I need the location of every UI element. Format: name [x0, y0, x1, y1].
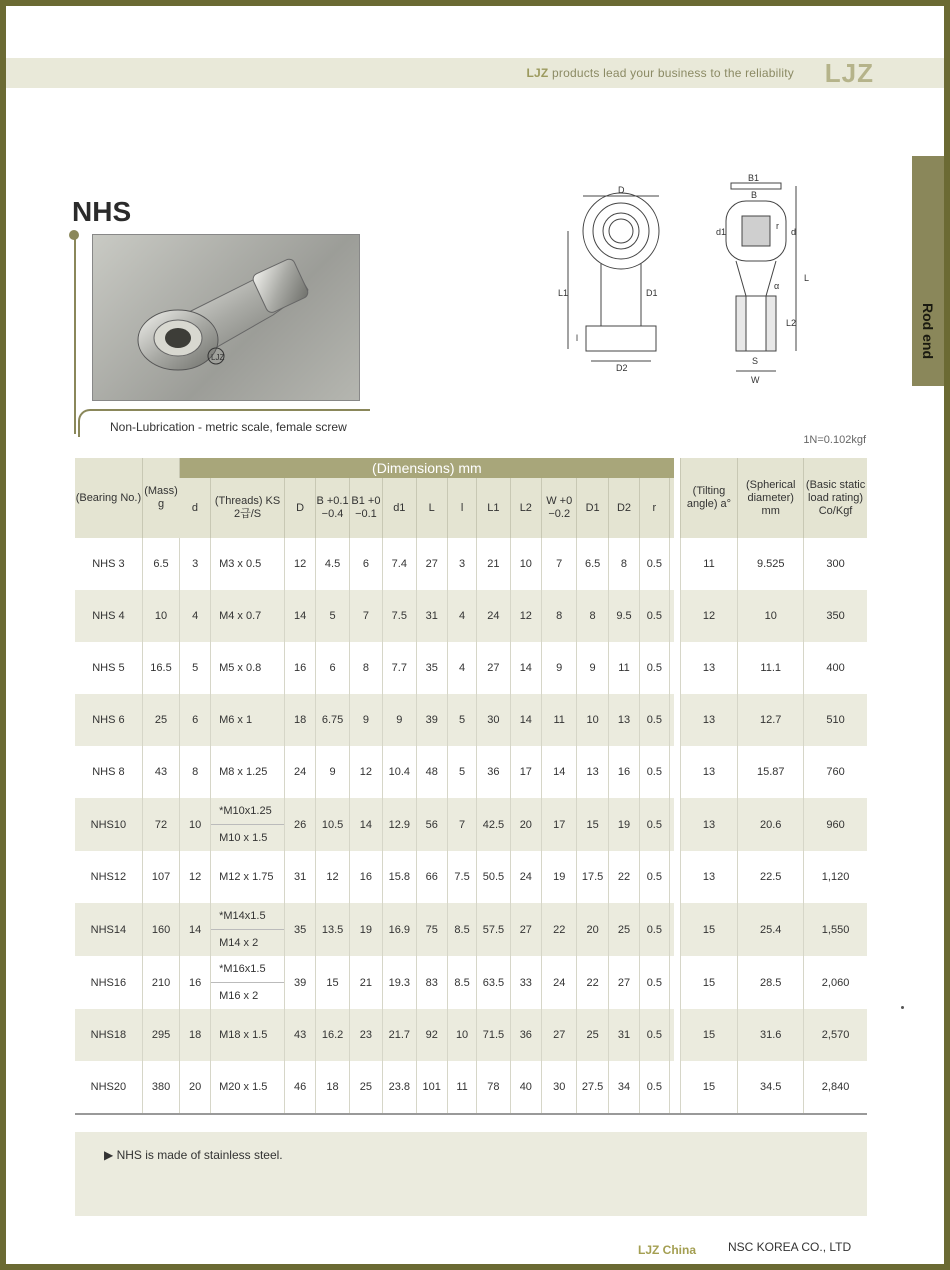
- cell-D: 14: [284, 590, 315, 642]
- cell-W: 22: [542, 903, 577, 956]
- col-L2: L2: [510, 478, 541, 538]
- cell-L2: 40: [510, 1061, 541, 1114]
- cell-L2: 14: [510, 694, 541, 746]
- product-caption: Non-Lubrication - metric scale, female screw: [110, 420, 347, 434]
- thread-spec: *M10x1.25: [219, 805, 272, 817]
- cell-d: 10: [180, 798, 211, 851]
- cell-D: 24: [284, 746, 315, 798]
- dim-B1: B1: [748, 173, 760, 183]
- col-D1: D1: [577, 478, 608, 538]
- cell-l: 3: [447, 538, 476, 590]
- cell-threads: [211, 903, 285, 956]
- cell-D2: 13: [608, 694, 639, 746]
- col-bearing: (Bearing No.): [75, 458, 142, 538]
- cell-W: 19: [542, 851, 577, 903]
- cell-L1: 21: [477, 538, 510, 590]
- cell-D2: 11: [608, 642, 639, 694]
- cell-W: 7: [542, 538, 577, 590]
- cell-L: 66: [416, 851, 447, 903]
- thread-spec: M16 x 2: [211, 982, 284, 1009]
- cell-l: 5: [447, 746, 476, 798]
- cell-sphere: 9.525: [738, 538, 804, 590]
- col-l: l: [447, 478, 476, 538]
- cell-L: 35: [416, 642, 447, 694]
- bracket-dot: [69, 230, 79, 240]
- cell-W: 30: [542, 1061, 577, 1114]
- cell-d: 20: [180, 1061, 211, 1114]
- cell-d1: 23.8: [383, 1061, 416, 1114]
- cell-load: 2,060: [804, 956, 867, 1009]
- cell-tilt: 13: [680, 694, 738, 746]
- cell-threads: [211, 956, 285, 1009]
- gap-cell: [674, 590, 681, 642]
- thread-spec: *M14x1.5: [219, 910, 266, 922]
- cell-load: 1,550: [804, 903, 867, 956]
- cell-L: 27: [416, 538, 447, 590]
- cell-D1: 22: [577, 956, 608, 1009]
- cell-tilt: 15: [680, 903, 738, 956]
- cell-mass: 210: [142, 956, 179, 1009]
- col-B: B +0.1 −0.4: [316, 478, 349, 538]
- cell-L2: 14: [510, 642, 541, 694]
- cell-D: 31: [284, 851, 315, 903]
- cell-L1: 57.5: [477, 903, 510, 956]
- cell-l: 7.5: [447, 851, 476, 903]
- col-L: L: [416, 478, 447, 538]
- dim-alpha: α: [774, 281, 780, 291]
- cell-D2: 16: [608, 746, 639, 798]
- cell-mass: 6.5: [142, 538, 179, 590]
- table-row: [75, 538, 867, 590]
- cell-B1: 6: [349, 538, 382, 590]
- cell-L: 48: [416, 746, 447, 798]
- cell-l: 4: [447, 590, 476, 642]
- cell-B: 10.5: [316, 798, 349, 851]
- cell-sphere: 11.1: [738, 642, 804, 694]
- note-box: [75, 1132, 867, 1216]
- gap-cell: [674, 694, 681, 746]
- cell-d: 16: [180, 956, 211, 1009]
- cell-d1: 16.9: [383, 903, 416, 956]
- cell-D1: 8: [577, 590, 608, 642]
- cell-B1: 21: [349, 956, 382, 1009]
- cell-no: NHS 3: [92, 558, 125, 570]
- cell-load: 300: [804, 538, 867, 590]
- cell-L2: 17: [510, 746, 541, 798]
- cell-B1: 19: [349, 903, 382, 956]
- cell-d1: 7.7: [383, 642, 416, 694]
- cell-sphere: 25.4: [738, 903, 804, 956]
- cell-r: 0.5: [640, 1061, 669, 1114]
- cell-D2: 25: [608, 903, 639, 956]
- cell-sphere: 28.5: [738, 956, 804, 1009]
- cell-no: NHS16: [90, 976, 127, 989]
- cell-L2: 20: [510, 798, 541, 851]
- cell-l: 8.5: [447, 903, 476, 956]
- cell-L: 31: [416, 590, 447, 642]
- product-title: NHS: [72, 196, 132, 227]
- cell-D: 35: [284, 903, 315, 956]
- cell-threads: M8 x 1.25: [211, 746, 285, 798]
- col-L1: L1: [477, 478, 510, 538]
- cell-W: 9: [542, 642, 577, 694]
- cell-mass: 380: [142, 1061, 179, 1114]
- dim-l: l: [576, 333, 578, 343]
- cell-mass: 295: [142, 1009, 179, 1061]
- thread-spec: M10 x 1.5: [211, 824, 284, 851]
- thread-spec: *M16x1.5: [219, 963, 266, 975]
- cell-L1: 24: [477, 590, 510, 642]
- cell-d: 4: [180, 590, 211, 642]
- cell-mass: 10: [142, 590, 179, 642]
- cell-threads: M18 x 1.5: [211, 1009, 285, 1061]
- cell-threads: M12 x 1.75: [211, 851, 285, 903]
- cell-L1: 42.5: [477, 798, 510, 851]
- cell-L1: 78: [477, 1061, 510, 1114]
- gap-cell: [674, 956, 681, 1009]
- cell-L2: 36: [510, 1009, 541, 1061]
- footer-company: NSC KOREA CO., LTD: [728, 1240, 852, 1254]
- cell-sphere: 34.5: [738, 1061, 804, 1114]
- table-row: [75, 590, 867, 642]
- dim-L: L: [804, 273, 810, 283]
- cell-B1: 23: [349, 1009, 382, 1061]
- cell-threads: M3 x 0.5: [211, 538, 285, 590]
- table-row: [75, 1009, 867, 1061]
- cell-tilt: 13: [680, 851, 738, 903]
- footer-brand: LJZ China: [638, 1243, 697, 1257]
- cell-load: 400: [804, 642, 867, 694]
- cell-d1: 9: [383, 694, 416, 746]
- cell-tilt: 15: [680, 956, 738, 1009]
- cell-B: 12: [316, 851, 349, 903]
- cell-threads: M4 x 0.7: [211, 590, 285, 642]
- spec-table: [75, 458, 867, 1115]
- cell-L: 56: [416, 798, 447, 851]
- cell-D: 46: [284, 1061, 315, 1114]
- dim-D1: D1: [646, 288, 658, 298]
- cell-tilt: 12: [680, 590, 738, 642]
- cell-r: 0.5: [640, 903, 669, 956]
- gap-cell: [674, 642, 681, 694]
- cell-l: 10: [447, 1009, 476, 1061]
- dim-L2: L2: [786, 318, 797, 328]
- cell-B1: 25: [349, 1061, 382, 1114]
- cell-d1: 7.5: [383, 590, 416, 642]
- cell-L1: 63.5: [477, 956, 510, 1009]
- col-W: W +0 −0.2: [542, 478, 577, 538]
- cell-load: 2,840: [804, 1061, 867, 1114]
- cell-d: 12: [180, 851, 211, 903]
- cell-D2: 8: [608, 538, 639, 590]
- gap-cell: [674, 538, 681, 590]
- cell-sphere: 31.6: [738, 1009, 804, 1061]
- cell-d1: 10.4: [383, 746, 416, 798]
- gap-cell: [674, 746, 681, 798]
- cell-threads: M20 x 1.5: [211, 1061, 285, 1114]
- rod-end-illustration: [93, 235, 359, 400]
- dimensions-group-header: (Dimensions) mm: [180, 458, 674, 478]
- cell-D2: 27: [608, 956, 639, 1009]
- cell-W: 27: [542, 1009, 577, 1061]
- cell-r: 0.5: [640, 1009, 669, 1061]
- cell-D1: 17.5: [577, 851, 608, 903]
- col-mass: (Mass) g: [142, 458, 179, 538]
- cell-r: 0.5: [640, 538, 669, 590]
- gap-cell: [674, 851, 681, 903]
- cell-l: 4: [447, 642, 476, 694]
- cell-l: 5: [447, 694, 476, 746]
- cell-r: 0.5: [640, 798, 669, 851]
- cell-D2: 9.5: [608, 590, 639, 642]
- col-r: r: [640, 478, 669, 538]
- cell-B: 5: [316, 590, 349, 642]
- cell-B: 15: [316, 956, 349, 1009]
- cell-L2: 10: [510, 538, 541, 590]
- cell-load: 760: [804, 746, 867, 798]
- cell-L1: 30: [477, 694, 510, 746]
- cell-no: NHS10: [75, 798, 142, 851]
- cell-d1: 12.9: [383, 798, 416, 851]
- header-band: [6, 58, 944, 88]
- slogan-brand: LJZ: [526, 66, 549, 80]
- table-row: [75, 956, 867, 1009]
- cell-D: 26: [284, 798, 315, 851]
- cell-d: 14: [180, 903, 211, 956]
- cell-d1: 7.4: [383, 538, 416, 590]
- col-load: (Basic static load rating) Co/Kgf: [804, 458, 867, 538]
- cell-tilt: 15: [680, 1009, 738, 1061]
- cell-L: 83: [416, 956, 447, 1009]
- cell-no: NHS 5: [92, 662, 125, 674]
- cell-no: NHS20: [75, 1061, 142, 1114]
- cell-no: NHS 8: [92, 766, 125, 778]
- table-row: [75, 798, 867, 851]
- dim-D: D: [618, 185, 625, 195]
- spec-table-body: [75, 538, 867, 1114]
- unit-note: 1N=0.102kgf: [803, 434, 866, 446]
- gap-cell: [674, 798, 681, 851]
- cell-B: 4.5: [316, 538, 349, 590]
- dim-D2: D2: [616, 363, 628, 373]
- cell-l: 8.5: [447, 956, 476, 1009]
- gap-cell: [674, 903, 681, 956]
- dim-S: S: [752, 356, 759, 366]
- cell-sphere: 12.7: [738, 694, 804, 746]
- col-d1: d1: [383, 478, 416, 538]
- cell-r: 0.5: [640, 694, 669, 746]
- cell-load: 2,570: [804, 1009, 867, 1061]
- cell-B: 6.75: [316, 694, 349, 746]
- cell-d1: 19.3: [383, 956, 416, 1009]
- cell-D1: 13: [577, 746, 608, 798]
- cell-sphere: 15.87: [738, 746, 804, 798]
- dim-L1: L1: [558, 288, 569, 298]
- cell-mass: 107: [142, 851, 179, 903]
- cell-D2: 34: [608, 1061, 639, 1114]
- dim-W: W: [751, 375, 760, 385]
- photo-watermark: LJZ: [211, 353, 225, 362]
- cell-B1: 7: [349, 590, 382, 642]
- product-photo: [92, 234, 360, 401]
- cell-load: 510: [804, 694, 867, 746]
- cell-L: 39: [416, 694, 447, 746]
- cell-tilt: 11: [680, 538, 738, 590]
- cell-D: 39: [284, 956, 315, 1009]
- cell-D1: 10: [577, 694, 608, 746]
- cell-l: 7: [447, 798, 476, 851]
- table-row: [75, 694, 867, 746]
- cell-L2: 33: [510, 956, 541, 1009]
- cell-B: 6: [316, 642, 349, 694]
- cell-D2: 31: [608, 1009, 639, 1061]
- cell-L2: 12: [510, 590, 541, 642]
- slogan-text: products lead your business to the reliability: [552, 66, 794, 80]
- material-note: ▶ NHS is made of stainless steel.: [104, 1148, 283, 1162]
- table-row: [75, 746, 867, 798]
- cell-B1: 8: [349, 642, 382, 694]
- cell-sphere: 10: [738, 590, 804, 642]
- cell-D: 16: [284, 642, 315, 694]
- cell-tilt: 13: [680, 798, 738, 851]
- cell-d1: 15.8: [383, 851, 416, 903]
- cell-mass: 72: [142, 798, 179, 851]
- table-row: [75, 851, 867, 903]
- gap-cell: [674, 1061, 681, 1114]
- cell-threads: M6 x 1: [211, 694, 285, 746]
- cell-r: 0.5: [640, 590, 669, 642]
- cell-load: 960: [804, 798, 867, 851]
- cell-D1: 15: [577, 798, 608, 851]
- cell-tilt: 13: [680, 642, 738, 694]
- cell-L1: 27: [477, 642, 510, 694]
- cell-d: 6: [180, 694, 211, 746]
- catalog-page: [6, 6, 944, 1264]
- cell-sphere: 22.5: [738, 851, 804, 903]
- cell-W: 17: [542, 798, 577, 851]
- cell-B: 9: [316, 746, 349, 798]
- cell-L: 75: [416, 903, 447, 956]
- cell-mass: 16.5: [142, 642, 179, 694]
- cell-B: 16.2: [316, 1009, 349, 1061]
- cell-L1: 50.5: [477, 851, 510, 903]
- cell-D1: 6.5: [577, 538, 608, 590]
- cell-d: 3: [180, 538, 211, 590]
- header-slogan: [527, 66, 794, 80]
- cell-mass: 160: [142, 903, 179, 956]
- cell-tilt: 15: [680, 1061, 738, 1114]
- col-sphere: (Spherical diameter) mm: [738, 458, 804, 538]
- cell-no: NHS18: [75, 1009, 142, 1061]
- dim-r: r: [776, 221, 779, 231]
- cell-L2: 24: [510, 851, 541, 903]
- cell-W: 24: [542, 956, 577, 1009]
- table-row: [75, 1061, 867, 1114]
- cell-D: 18: [284, 694, 315, 746]
- dim-d: d: [791, 227, 797, 237]
- cell-W: 8: [542, 590, 577, 642]
- cell-d: 8: [180, 746, 211, 798]
- cell-D: 12: [284, 538, 315, 590]
- cell-L: 92: [416, 1009, 447, 1061]
- cell-W: 11: [542, 694, 577, 746]
- header-logo: LJZ: [824, 58, 874, 88]
- col-tilt: (Tilting angle) a°: [680, 458, 738, 538]
- cell-sphere: 20.6: [738, 798, 804, 851]
- cell-D2: 19: [608, 798, 639, 851]
- cell-load: 1,120: [804, 851, 867, 903]
- side-tab-label: Rod end: [920, 303, 936, 359]
- cell-B1: 16: [349, 851, 382, 903]
- thread-spec: M14 x 2: [211, 929, 284, 956]
- cell-L1: 71.5: [477, 1009, 510, 1061]
- cell-D2: 22: [608, 851, 639, 903]
- table-row: [75, 903, 867, 956]
- cell-B: 18: [316, 1061, 349, 1114]
- cell-no: NHS 4: [75, 590, 142, 642]
- cell-L2: 27: [510, 903, 541, 956]
- cell-tilt: 13: [680, 746, 738, 798]
- cell-D: 43: [284, 1009, 315, 1061]
- cell-D1: 27.5: [577, 1061, 608, 1114]
- col-threads: (Threads) KS 2급/S: [211, 478, 285, 538]
- cell-r: 0.5: [640, 642, 669, 694]
- cell-B: 13.5: [316, 903, 349, 956]
- cell-d: 5: [180, 642, 211, 694]
- cell-D1: 20: [577, 903, 608, 956]
- cell-no: NHS12: [90, 871, 127, 883]
- cell-threads: M5 x 0.8: [211, 642, 285, 694]
- cell-r: 0.5: [640, 851, 669, 903]
- cell-mass: 25: [142, 694, 179, 746]
- cell-mass: 43: [142, 746, 179, 798]
- table-row: [75, 642, 867, 694]
- cell-B1: 14: [349, 798, 382, 851]
- cell-D1: 25: [577, 1009, 608, 1061]
- technical-drawing: [546, 171, 846, 391]
- cell-W: 14: [542, 746, 577, 798]
- cell-D1: 9: [577, 642, 608, 694]
- cell-r: 0.5: [640, 746, 669, 798]
- gap-cell: [674, 1009, 681, 1061]
- cell-L1: 36: [477, 746, 510, 798]
- col-d: d: [180, 478, 211, 538]
- dim-d1: d1: [716, 227, 727, 237]
- col-D: D: [284, 478, 315, 538]
- cell-B1: 12: [349, 746, 382, 798]
- cell-r: 0.5: [640, 956, 669, 1009]
- cell-d1: 21.7: [383, 1009, 416, 1061]
- cell-no: NHS 6: [75, 694, 142, 746]
- cell-load: 350: [804, 590, 867, 642]
- cell-threads: [211, 798, 285, 851]
- col-B1: B1 +0 −0.1: [349, 478, 382, 538]
- cell-no: NHS14: [75, 903, 142, 956]
- dim-B: B: [751, 190, 758, 200]
- cell-d: 18: [180, 1009, 211, 1061]
- cell-l: 11: [447, 1061, 476, 1114]
- cell-B1: 9: [349, 694, 382, 746]
- cell-L: 101: [416, 1061, 447, 1114]
- col-D2: D2: [608, 478, 639, 538]
